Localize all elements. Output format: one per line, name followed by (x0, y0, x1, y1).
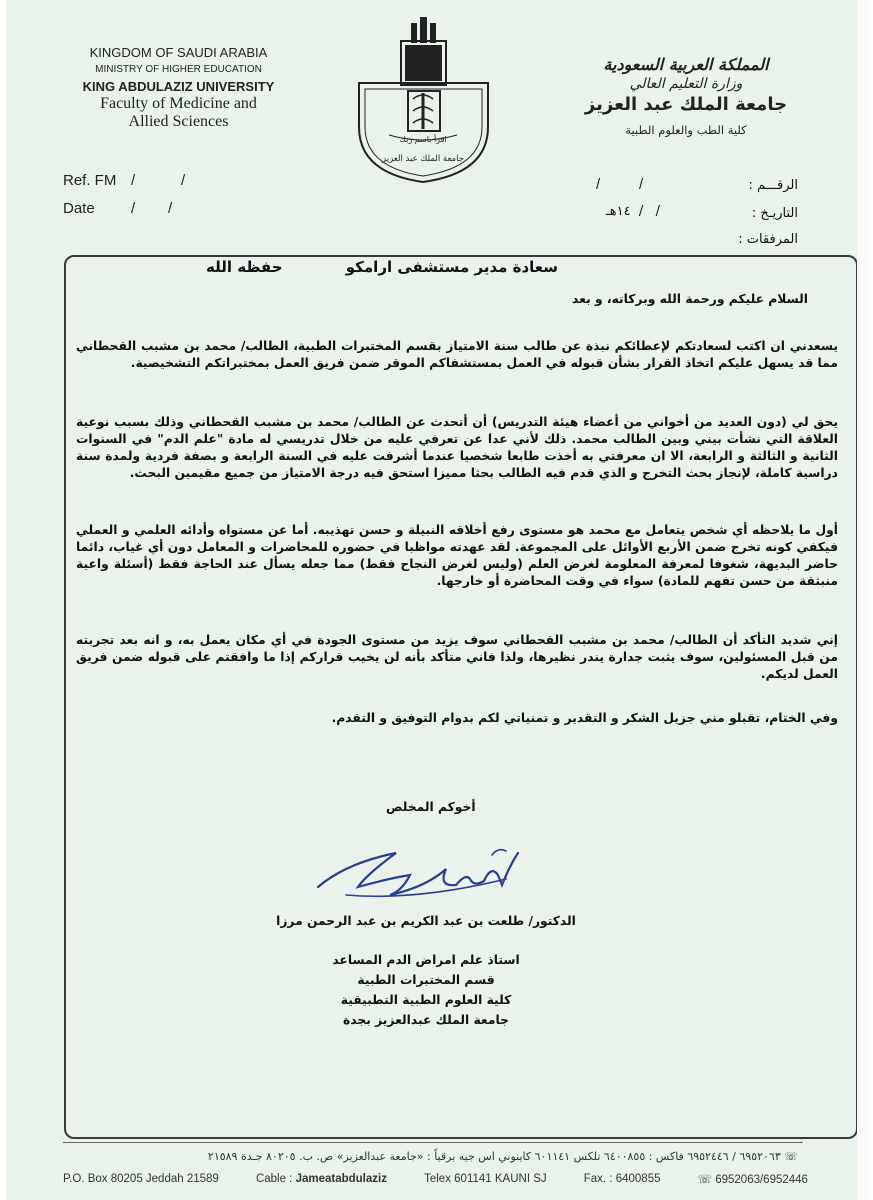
honorific: حفظه الله (206, 258, 283, 276)
closing: أخوكم المخلص (386, 800, 476, 814)
title-line-2: قسم المختبرات الطبية (357, 973, 495, 987)
footer-rule (63, 1142, 803, 1143)
ar-date-value: / / ١٤هـ (606, 204, 661, 219)
faculty-en-line1: Faculty of Medicine and (100, 95, 257, 112)
kingdom-ar: المملكة العربية السعودية (603, 55, 769, 74)
ar-number-field (748, 178, 798, 193)
ref-slash-2: / (181, 172, 186, 189)
footer-arabic: ☏ ٦٩٥٢٠٦٣ / ٦٩٥٢٤٤٦ فاكس : ٦٤٠٠٨٥٥ تلكس ٦٠١١٤١ كاينوني اس جيه برقياً : «جامعة عبدالعزيز» ص. ب. ٨٠٢٠٥ جـدة ٢١٥٨٩ (207, 1150, 798, 1163)
arabic-letterhead (566, 55, 806, 137)
ar-number-slash-2: / (639, 176, 644, 193)
university-ar: جامعة الملك عبد العزيز (584, 94, 788, 115)
addressee: سعادة مدير مستشفى ارامكو (345, 258, 558, 276)
ar-date-label: التاريـخ : (751, 206, 798, 221)
logo-inscription-top: اقرأ باسم ربك (399, 135, 447, 144)
footer-cable-label: Cable : (255, 1173, 293, 1185)
handwritten-signature (306, 835, 536, 910)
signatory-name: الدكتور/ طلعت بن عبد الكريم بن عبد الرحمن مرزا (276, 914, 576, 928)
ar-attachments-field (738, 232, 798, 247)
kingdom-en: KINGDOM OF SAUDI ARABIA (89, 45, 268, 60)
logo-inscription-bottom: جامعة الملك عبد العزيز (382, 154, 464, 164)
footer-po-box: P.O. Box 80205 Jeddah 21589 (63, 1173, 219, 1185)
date-slash-1: / (131, 200, 136, 217)
university-logo (351, 15, 496, 185)
title-line-1: استاذ علم امراض الدم المساعد (332, 953, 520, 967)
footer-cable (256, 1173, 387, 1185)
title-line-3: كلية العلوم الطبية التطبيقية (340, 993, 512, 1007)
paragraph-4: إني شديد التأكد أن الطالب/ محمد بن مشبب القحطاني سوف يزيد من مستوى الجودة في أي مكان يعمل به، و انه بعد تجربته من قبل المسئولين، سوف يثبت جدارة يندر نظيرها، ولذا فاني متأكد بأنه لن يخيب قراركم إذا ما وافقتم على قبوله ضمن فريق العمل لديكم. (76, 633, 838, 681)
footer-fax: Fax. : 6400855 (583, 1173, 661, 1185)
ref-label: Ref. FM (63, 172, 117, 189)
paragraph-2: يحق لي (دون العديد من أخواني من أعضاء هيئة التدريس) أن أتحدث عن الطالب/ محمد بن مشبب القحطاني وذلك بسبب نوعية العلاقة التي نشأت بيني وبين الطالب محمد. ذلك لأني عدا عن تعرفي عليه من خلال تدريسي له مادة "علم الدم" في السنوات الثانية و الثالثة و الرابعة، الا ان معرفتي به أخذت طابعا شخصيا عندما أشرفت عليه في السنة الرابعة و بصفة فردية ولمدة سنة دراسية كاملة، لإنجاز بحث التخرج و الذي قدم فيه الطالب بحثا مميزا استحق فيه درجة الامتياز من جميع مقيمين البحث. (76, 415, 838, 480)
ar-date-field (752, 206, 798, 221)
date-label: Date (63, 200, 95, 217)
ar-attachments-label: المرفقات : (738, 232, 798, 247)
greeting: السلام عليكم ورحمة الله وبركاته، و بعد (572, 292, 808, 306)
letter-paper (6, 0, 858, 1200)
page-edge (857, 0, 873, 1200)
ar-number-label: الرقـــم : (748, 178, 798, 193)
university-en: KING ABDULAZIZ UNIVERSITY (82, 79, 275, 94)
ref-field (63, 172, 116, 189)
ministry-ar: وزارة التعليم العالي (629, 76, 743, 92)
footer-telex: Telex 601141 KAUNI SJ (424, 1173, 547, 1185)
faculty-en-line2: Allied Sciences (128, 113, 229, 130)
paragraph-1: يسعدني ان اكتب لسعادتكم لإعطائكم نبذة عن طالب سنة الامتياز بقسم المختبرات الطبية، الطالب/ محمد بن مشبب القحطاني مما قد يسهل عليكم اتخاذ القرار بشأن قبوله في العمل بمستشفاكم الموقر ضمن فريق العمل بمختبراتكم التشخيصية. (76, 339, 838, 370)
phone-icon: ☏ (697, 1174, 713, 1186)
date-slash-2: / (168, 200, 173, 217)
ar-number-slash-1: / (596, 176, 601, 193)
english-letterhead (56, 45, 301, 131)
faculty-ar: كلية الطب والعلوم الطبية (625, 123, 747, 137)
date-field (63, 200, 95, 217)
ref-slash-1: / (131, 172, 136, 189)
footer-cable-value: Jameatabdulaziz (295, 1173, 387, 1185)
title-line-4: جامعة الملك عبدالعزيز بجدة (343, 1013, 509, 1027)
paragraph-3: أول ما يلاحظه أي شخص يتعامل مع محمد هو مستوى رفع أخلاقه النبيلة و حسن تهذيبه. أما عن مستواه وأدائه العلمي و العملي فيكفي كونه تخرج ضمن الأربع الأوائل على المجموعة. لقد عهدته مواظبا في حضوره للمحاضرات و المعامل دون أي غياب، دائما حاضر البديهة، شغوفا لمعرفة المعلومة لغرض العلم (وليس لغرض النجاح فقط) مما جعله يسأل عند الحاجة فقط (أسئلة واعية منبثقة من حسن تفهم للمادة) سواء في وقت المحاضرة أو خارجها. (76, 523, 838, 588)
ministry-en: MINISTRY OF HIGHER EDUCATION (95, 64, 262, 75)
footer-phone-value: 6952063/6952446 (715, 1174, 808, 1186)
footer-english (63, 1172, 808, 1186)
paragraph-5: وفي الختام، تقبلو مني جزيل الشكر و التقدير و تمنياتي لكم بدوام التوفيق و التقدم. (331, 711, 838, 725)
signatory-titles (326, 950, 526, 1030)
footer-phone (698, 1172, 808, 1186)
